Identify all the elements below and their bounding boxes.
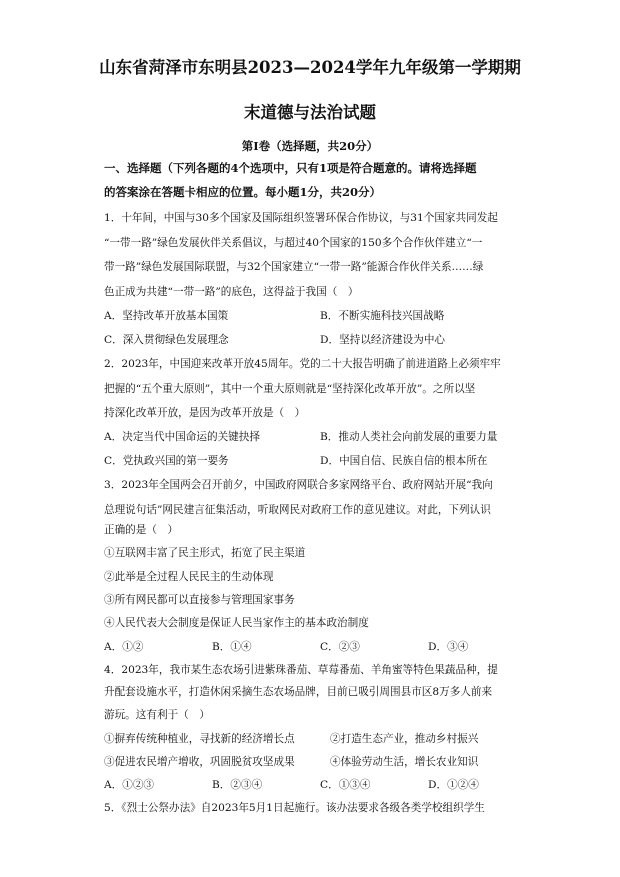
- question-3-stem: 总理说句话”网民建言征集活动，听取网民对政府工作的意见建议。对此，下列认识: [104, 504, 491, 516]
- section-instructions-1: 一、选择题（下列各题的4个选项中，只有1项是符合题意的。请将选择题: [104, 161, 477, 175]
- question-1-option-d: D．坚持以经济建设为中心: [320, 334, 446, 346]
- question-2-stem: 2．2023年，中国迎来改革开放45周年。党的二十大报告明确了前进道路上必须牢牢: [104, 358, 501, 370]
- doc-title-line1: 山东省菏泽市东明县2023—2024学年九年级第一学期期: [99, 58, 521, 77]
- question-1-option-a: A．坚持改革开放基本国策: [104, 310, 229, 322]
- question-3-option-c: C．②③: [320, 641, 360, 653]
- question-1-option-b: B．不断实施科技兴国战略: [320, 310, 445, 322]
- question-4-stem: 游玩。这有利于（ ）: [104, 709, 210, 721]
- question-1-stem: 带一路”绿色发展国际联盟，与32个国家建立“一带一路”能源合作伙伴关系……绿: [104, 261, 484, 273]
- question-2-option-b: B．推动人类社会向前发展的重要力量: [320, 431, 498, 443]
- question-3-option-d: D．③④: [428, 641, 469, 653]
- question-3-item-1: ①互联网丰富了民主形式，拓宽了民主渠道: [104, 547, 306, 559]
- question-4-option-d: D．①②④: [428, 779, 479, 791]
- question-4-item-2: ②打造生态产业，推动乡村振兴: [330, 733, 479, 745]
- question-2-option-a: A．决定当代中国命运的关键抉择: [104, 431, 260, 443]
- question-2-option-d: D．中国自信、民族自信的根本所在: [320, 455, 488, 467]
- section-instructions-2: 的答案涂在答题卡相应的位置。每小题1分，共20分）: [104, 185, 382, 199]
- question-2-stem: 持深化改革开放，是因为改革开放是（ ）: [104, 407, 306, 419]
- question-1-stem: 色正成为共建“一带一路”的底色，这得益于我国（ ）: [104, 286, 359, 298]
- question-5-stem: 5．《烈士公祭办法》自2023年5月1日起施行。该办法要求各级各类学校组织学生: [104, 802, 485, 814]
- question-4-item-4: ④体验劳动生活，增长农业知识: [330, 756, 479, 768]
- question-3-item-3: ③所有网民都可以直接参与管理国家事务: [104, 594, 295, 606]
- question-3-option-a: A．①②: [104, 641, 144, 653]
- question-3-stem: 3．2023年全国两会召开前夕，中国政府网联合多家网络平台、政府网站开展“我向: [104, 479, 493, 491]
- question-4-option-c: C．①③④: [320, 779, 371, 791]
- question-1-stem: 1．十年间，中国与30多个国家及国际组织签署环保合作协议，与31个国家共同发起: [104, 212, 498, 224]
- question-4-option-b: B．②③④: [212, 779, 263, 791]
- question-3-option-b: B．①④: [212, 641, 252, 653]
- question-1-stem: “一带一路”绿色发展伙伴关系倡议，与超过40个国家的150多个合作伙伴建立“一: [104, 237, 483, 249]
- question-4-item-3: ③促进农民增产增收，巩固脱贫攻坚成果: [104, 756, 295, 768]
- question-4-option-a: A．①②③: [104, 779, 155, 791]
- question-4-stem: 4．2023年，我市某生态农场引进紫珠番茄、草莓番茄、羊角蜜等特色果蔬品种，提: [104, 664, 498, 676]
- question-4-stem: 升配套设施水平，打造休闲采摘生态农场品牌，目前已吸引周围县市区8万多人前来: [104, 686, 493, 698]
- question-2-stem: 把握的“五个重大原则”，其中一个重大原则就是“坚持深化改革开放”。之所以坚: [104, 383, 476, 395]
- part-heading: 第Ⅰ卷（选择题，共20分）: [241, 139, 379, 153]
- question-1-option-c: C．深入贯彻绿色发展理念: [104, 334, 229, 346]
- doc-title-line2: 末道德与法治试题: [244, 103, 376, 122]
- question-2-option-c: C．党执政兴国的第一要务: [104, 455, 229, 467]
- question-3-item-4: ④人民代表大会制度是保证人民当家作主的基本政治制度: [104, 617, 369, 629]
- question-3-stem: 正确的是（ ）: [104, 524, 179, 536]
- question-4-item-1: ①摒弃传统种植业，寻找新的经济增长点: [104, 733, 295, 745]
- question-3-item-2: ②此举是全过程人民民主的生动体现: [104, 571, 274, 583]
